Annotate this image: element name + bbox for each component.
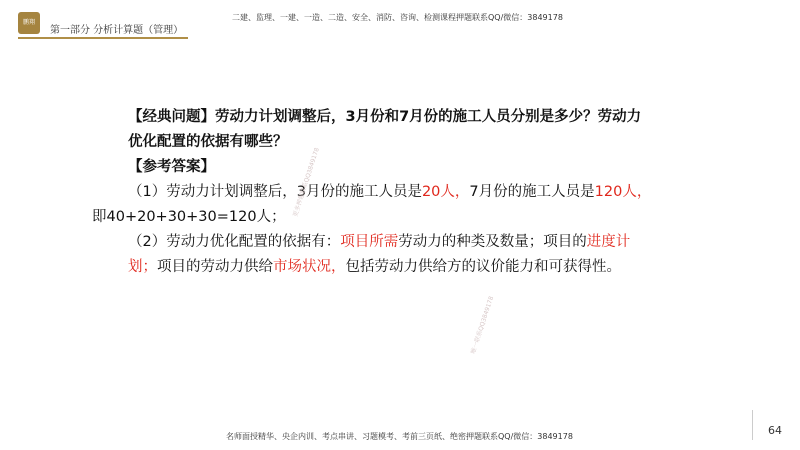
- answer-heading: 【参考答案】: [128, 159, 215, 175]
- bottom-notice: 名师面授精华、央企内训、考点串讲、习题模考、考前三页纸、绝密押题联系QQ/微信：3849178: [226, 432, 573, 441]
- header-divider: [18, 37, 188, 39]
- answer-1-highlight-july: 120人，: [594, 184, 652, 200]
- top-notice: 二建、监理、一建、一造、二造、安全、消防、咨询、检测课程押题联系QQ/微信：3849178: [232, 13, 563, 22]
- page-number: 64: [768, 424, 782, 437]
- answer-2: [92, 230, 652, 280]
- answer-1-highlight-march: 20人，: [421, 184, 470, 200]
- section-title: 第一部分 分析计算题（管理）: [50, 25, 184, 36]
- brand-logo: 鹏翔: [18, 12, 40, 34]
- answer-2-mid-1: 劳动力的种类及数量；项目的: [398, 234, 587, 250]
- answer-2-highlight-1: 项目所需: [340, 234, 399, 250]
- answer-2-end: 包括劳动力供给方的议价能力和可获得性。: [345, 259, 621, 275]
- answer-2-mid-2: 项目的劳动力供给: [157, 259, 273, 275]
- footer-divider: [752, 410, 753, 440]
- question-text: 【经典问题】劳动力计划调整后，3月份和7月份的施工人员分别是多少？劳动力优化配置的依据有哪些？: [128, 109, 642, 150]
- watermark-1: 更多押题联系QQ3849178: [291, 146, 321, 218]
- answer-2-highlight-3: 市场状况，: [273, 259, 346, 275]
- answer-1-mid: 7月份的施工人员是: [469, 184, 595, 200]
- answer-1-prefix: （1）劳动力计划调整后，3月份的施工人员是: [128, 184, 422, 200]
- answer-1-calculation: 即40+20+30+30=120人；: [92, 209, 286, 225]
- answer-1: [92, 180, 652, 205]
- slide-content: [92, 105, 652, 280]
- answer-2-highlight-2: 进度计划；: [128, 234, 631, 275]
- watermark-2: 唯一联系QQ3849178: [469, 295, 496, 355]
- answer-2-prefix: （2）劳动力优化配置的依据有：: [128, 234, 341, 250]
